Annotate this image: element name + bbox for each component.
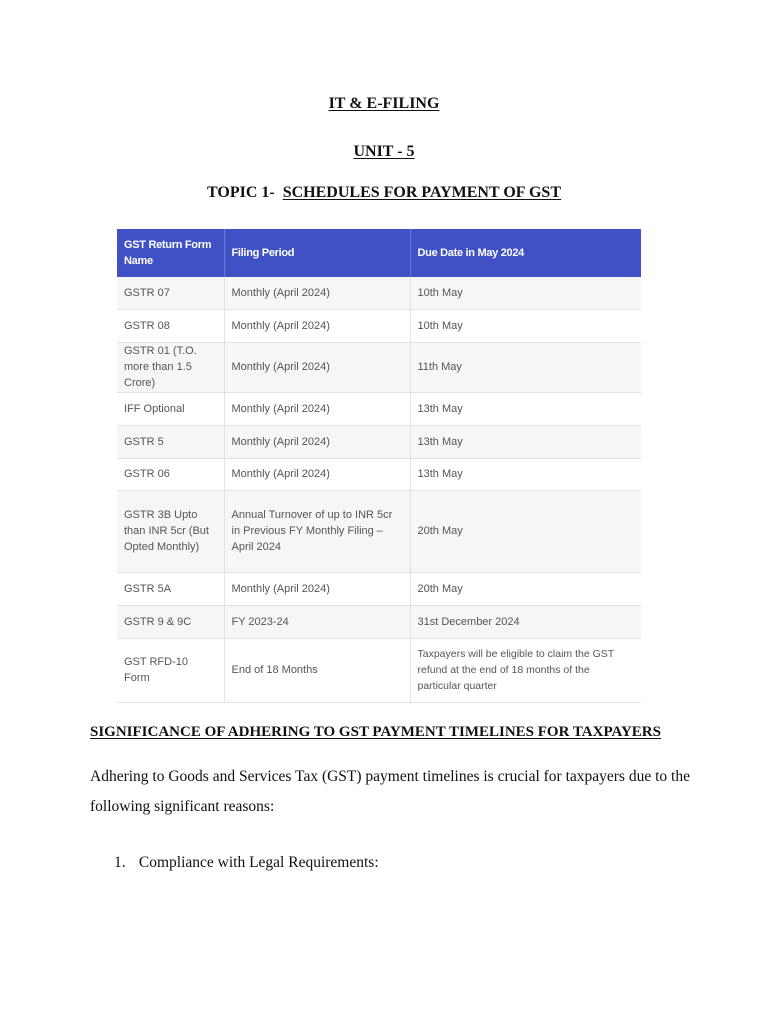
column-header-due: Due Date in May 2024 xyxy=(410,229,641,277)
period-cell: Monthly (April 2024) xyxy=(224,277,410,309)
period-cell: Monthly (April 2024) xyxy=(224,342,410,392)
list-item-number: 1. xyxy=(114,854,126,871)
topic-prefix: TOPIC 1- xyxy=(207,184,275,201)
form-cell: GSTR 08 xyxy=(117,309,224,342)
due-cell: 11th May xyxy=(410,342,641,392)
table-row xyxy=(117,392,641,425)
table-header-row xyxy=(117,229,641,277)
table-row xyxy=(117,638,641,702)
form-cell: GSTR 5 xyxy=(117,425,224,458)
form-cell: GSTR 5A xyxy=(117,572,224,605)
column-header-form: GST Return Form Name xyxy=(117,229,224,277)
period-cell: End of 18 Months xyxy=(224,638,410,702)
form-cell: GSTR 3B Upto than INR 5cr (But Opted Monthly) xyxy=(117,490,224,572)
due-cell: 20th May xyxy=(410,490,641,572)
document-title: IT & E-FILING xyxy=(328,95,440,112)
due-cell: 10th May xyxy=(410,277,641,309)
period-cell: Monthly (April 2024) xyxy=(224,309,410,342)
due-cell: 13th May xyxy=(410,425,641,458)
period-cell: Monthly (April 2024) xyxy=(224,572,410,605)
table-row xyxy=(117,342,641,392)
topic-text: SCHEDULES FOR PAYMENT OF GST xyxy=(282,184,561,201)
table-row xyxy=(117,490,641,572)
due-cell: 13th May xyxy=(410,392,641,425)
form-cell: GSTR 01 (T.O. more than 1.5 Crore) xyxy=(117,342,224,392)
due-cell: 10th May xyxy=(410,309,641,342)
period-cell: Monthly (April 2024) xyxy=(224,458,410,490)
table-row xyxy=(117,458,641,490)
list-item xyxy=(114,853,379,873)
form-cell: GSTR 9 & 9C xyxy=(117,605,224,638)
table-row xyxy=(117,309,641,342)
unit-heading: UNIT - 5 xyxy=(353,143,415,160)
form-cell: GSTR 06 xyxy=(117,458,224,490)
table-row xyxy=(117,605,641,638)
list-item-text: Compliance with Legal Requirements: xyxy=(138,854,379,871)
significance-paragraph: Adhering to Goods and Services Tax (GST) payment timelines is crucial for taxpayers due to the following significant reasons: xyxy=(90,768,690,815)
form-cell: GST RFD-10 Form xyxy=(117,638,224,702)
period-cell: FY 2023-24 xyxy=(224,605,410,638)
table-row xyxy=(117,572,641,605)
due-cell: 20th May xyxy=(410,572,641,605)
column-header-period: Filing Period xyxy=(224,229,410,277)
due-cell: 31st December 2024 xyxy=(410,605,641,638)
period-cell: Monthly (April 2024) xyxy=(224,392,410,425)
significance-heading: SIGNIFICANCE OF ADHERING TO GST PAYMENT TIMELINES FOR TAXPAYERS xyxy=(90,724,661,740)
form-cell: GSTR 07 xyxy=(117,277,224,309)
period-cell: Annual Turnover of up to INR 5cr in Previous FY Monthly Filing – April 2024 xyxy=(224,490,410,572)
table-row xyxy=(117,277,641,309)
form-cell: IFF Optional xyxy=(117,392,224,425)
table-row xyxy=(117,425,641,458)
due-cell: Taxpayers will be eligible to claim the GST refund at the end of 18 months of the particular quarter xyxy=(410,638,641,702)
period-cell: Monthly (April 2024) xyxy=(224,425,410,458)
numbered-list xyxy=(114,853,379,873)
gst-schedule-table xyxy=(117,229,641,703)
due-cell: 13th May xyxy=(410,458,641,490)
topic-heading xyxy=(0,183,768,203)
